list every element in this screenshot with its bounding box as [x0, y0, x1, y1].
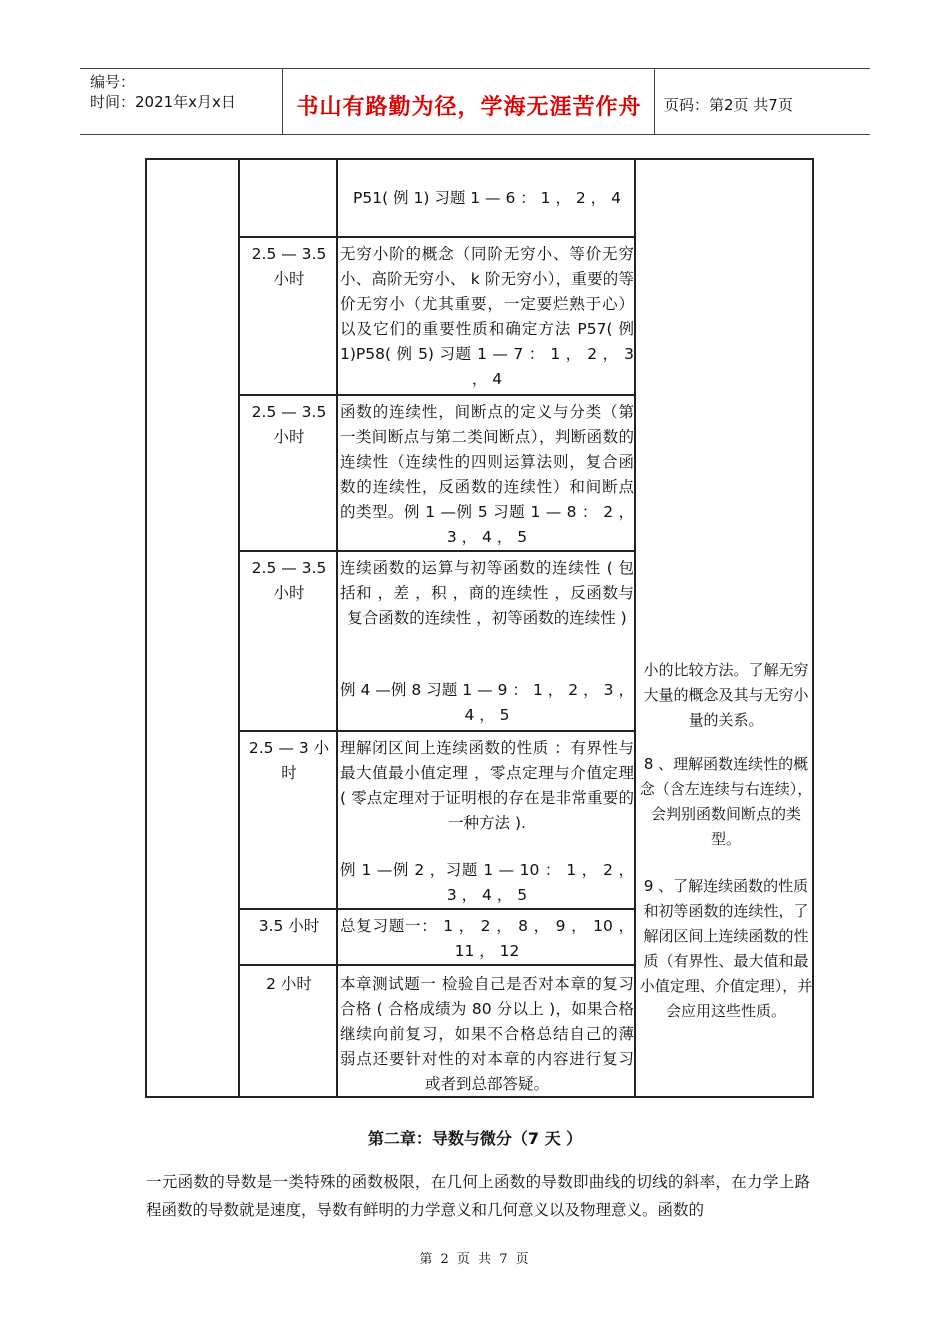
document-number-label: 编号：: [90, 73, 136, 91]
objective-text: 8 、理解函数连续性的概念（含左连续与右连续），会判别函数间断点的类型。: [639, 755, 813, 848]
table-column-divider: [634, 158, 636, 1098]
table-row-content: P51( 例 1) 习题 1 — 6 ： 1 ， 2 ， 4: [353, 189, 621, 207]
table-row-content: 本章测试题一 检验自己是否对本章的复习合格 ( 合格成绩为 80 分以上 )，如果合格继续向前复习，如果不合格总结自己的薄弱点还要针对性的对本章的内容进行复习或者到总部答疑。: [340, 975, 634, 1093]
table-column-divider: [336, 158, 338, 1098]
table-row-content: 无穷小阶的概念（同阶无穷小、等价无穷小、高阶无穷小、 k 阶无穷小），重要的等价无穷小（尤其重要，一定要烂熟于心）以及它们的重要性质和确定方法 P57( 例 1)P58( 例 5) 习题 1 — 7 ： 1 ， 2 ， 3 ， 4: [340, 245, 634, 388]
table-row-divider: [238, 236, 636, 238]
table-row-time: 2.5 — 3.5 小时: [251, 245, 327, 288]
header-meta: [90, 72, 236, 112]
table-top-border: [145, 158, 814, 160]
table-row-content: 连续函数的运算与初等函数的连续性 ( 包括和 ，差 ，积 ，商的连续性 ，反函数与复合函数的连续性 ，初等函数的连续性 ): [340, 559, 634, 627]
table-row-time: 2.5 — 3.5 小时: [251, 559, 327, 602]
table-row-content: 函数的连续性，间断点的定义与分类（第一类间断点与第二类间断点），判断函数的连续性（连续性的四则运算法则，复合函数的连续性，反函数的连续性）和间断点的类型。例 1 —例 5 习题 1 — 8 ： 2 ， 3 ， 4 ， 5: [340, 403, 634, 546]
table-row-divider: [238, 394, 636, 396]
table-row-divider: [238, 550, 636, 552]
header-page-label: 页码：第2页 共7页: [664, 96, 793, 114]
table-row-content: 理解闭区间上连续函数的性质 ：有界性与最大值最小值定理 ，零点定理与介值定理 ( 零点定理对于证明根的存在是非常重要的一种方法 ).: [340, 739, 634, 832]
header-top-rule: [80, 68, 870, 69]
objective-text: 9 、了解连续函数的性质和初等函数的连续性，了解闭区间上连续函数的性质（有界性、最大值和最小值定理、介值定理），并会应用这些性质。: [639, 877, 813, 1020]
document-time-label: 时间：2021年x月x日: [90, 93, 236, 111]
table-row-divider: [238, 908, 636, 910]
header-bottom-rule: [80, 134, 870, 135]
header-motto: 书山有路勤为径，学海无涯苦作舟: [296, 95, 642, 120]
header-divider-left: [282, 68, 283, 135]
table-row-content-exercises: 例 4 —例 8 习题 1 — 9 ： 1 ， 2 ， 3 ， 4 ， 5: [340, 681, 634, 724]
table-row-content: 总复习题一： 1 ， 2 ， 8 ， 9 ， 10 ， 11 ， 12: [340, 917, 634, 960]
objective-text: 小的比较方法。了解无穷大量的概念及其与无穷小量的关系。: [643, 661, 809, 729]
table-row-divider: [238, 964, 636, 966]
table-row-time: 2.5 — 3.5 小时: [251, 403, 327, 446]
table-row-time: 2 小时: [266, 975, 312, 993]
table-row-time: 3.5 小时: [258, 917, 320, 935]
table-column-divider: [238, 158, 240, 1098]
page-footer: 第 2 页 共 7 页: [419, 1252, 531, 1267]
table-row-content-exercises: 例 1 —例 2 ，习题 1 — 10 ： 1 ， 2 ， 3 ， 4 ， 5: [340, 861, 634, 904]
table-row-time: 2.5 — 3 小时: [248, 739, 330, 782]
table-row-divider: [238, 730, 636, 732]
chapter-intro-paragraph: 一元函数的导数是一类特殊的函数极限，在几何上函数的导数即曲线的切线的斜率，在力学上路程函数的导数就是速度，导数有鲜明的力学意义和几何意义以及物理意义。函数的: [146, 1173, 810, 1219]
chapter-title: 第二章：导数与微分（7 天 ）: [367, 1129, 583, 1148]
header-divider-right: [654, 68, 655, 135]
